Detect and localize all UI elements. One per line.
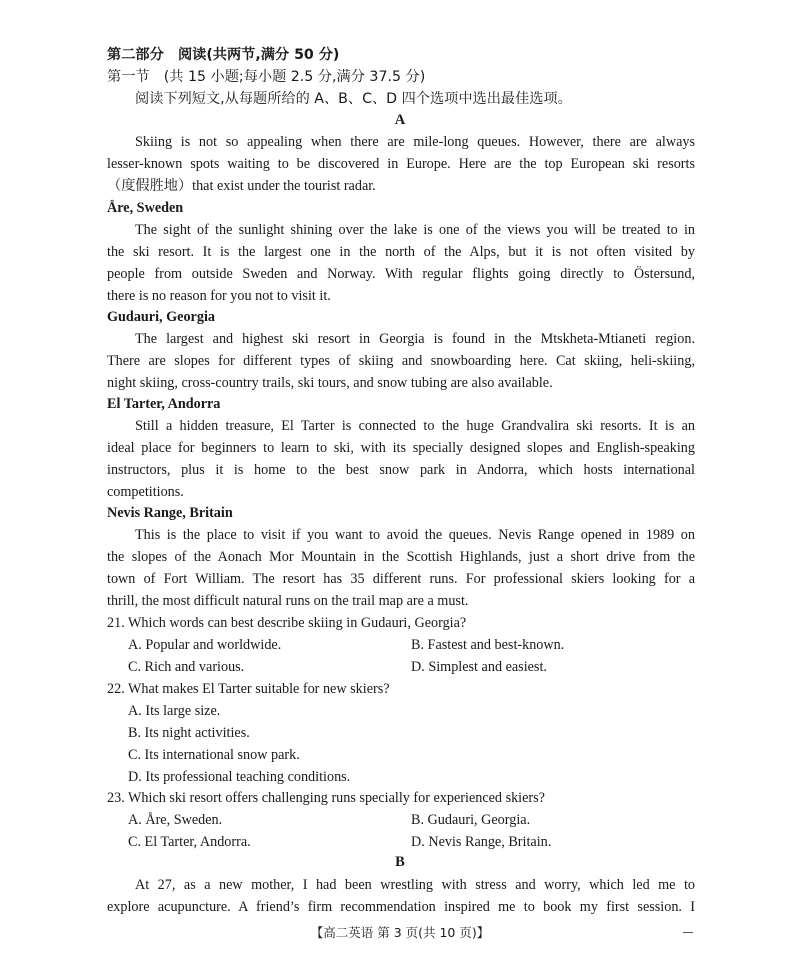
nevis-line-4: thrill, the most difficult natural runs on the trail map are a must.	[107, 593, 469, 609]
resort-heading-nevis: Nevis Range, Britain	[107, 505, 233, 521]
el-tarter-line-1: Still a hidden treasure, El Tarter is connected to the huge Grandvalira ski resorts. It is an	[135, 418, 695, 434]
q22-option-b: B. Its night activities.	[128, 725, 250, 741]
q22-option-a: A. Its large size.	[128, 703, 221, 719]
are-line-4: there is no reason for you not to visit it.	[107, 288, 331, 304]
page-footer: 【高二英语 第 3 页(共 10 页)】	[310, 925, 490, 940]
el-tarter-line-3: instructors, plus it is home to the best snow park in Andorra, which hosts international	[107, 462, 695, 478]
section-heading: 第一节 (共 15 小题;每小题 2.5 分,满分 37.5 分)	[107, 69, 426, 85]
are-line-3: people from outside Sweden and Norway. With regular flights going directly to Östersund,	[107, 266, 695, 282]
question-22-stem: 22. What makes El Tarter suitable for new skiers?	[107, 681, 390, 697]
q23-option-b: B. Gudauri, Georgia.	[411, 812, 531, 828]
intro-line-3: （度假胜地）that exist under the tourist radar.	[107, 178, 376, 194]
nevis-line-2: the slopes of the Aonach Mor Mountain in the Scottish Highlands, just a short drive from the	[107, 549, 695, 565]
corner-mark	[683, 932, 693, 933]
part-heading: 第二部分 阅读(共两节,满分 50 分)	[107, 47, 340, 63]
resort-heading-are: Åre, Sweden	[107, 200, 184, 216]
nevis-line-1: This is the place to visit if you want to avoid the queues. Nevis Range opened in 1989 on	[135, 527, 695, 543]
gudauri-line-2: There are slopes for different types of skiing and snowboarding here. Cat skiing, heli-skiing,	[107, 353, 695, 369]
question-23-stem: 23. Which ski resort offers challenging runs specially for experienced skiers?	[107, 790, 545, 806]
q23-option-d: D. Nevis Range, Britain.	[411, 834, 552, 850]
q21-option-a: A. Popular and worldwide.	[128, 637, 282, 653]
intro-line-1: Skiing is not so appealing when there are mile-long queues. However, there are always	[135, 134, 695, 150]
passage-a-letter: A	[394, 112, 406, 128]
q22-option-c: C. Its international snow park.	[128, 747, 300, 763]
q21-option-b: B. Fastest and best-known.	[411, 637, 565, 653]
resort-heading-gudauri: Gudauri, Georgia	[107, 309, 215, 325]
passage-b-letter: B	[395, 854, 405, 870]
q21-option-c: C. Rich and various.	[128, 659, 245, 675]
are-line-1: The sight of the sunlight shining over the lake is one of the views you will be treated to in	[135, 222, 695, 238]
nevis-line-3: town of Fort William. The resort has 35 different runs. For professional skiers looking for a	[107, 571, 695, 587]
gudauri-line-3: night skiing, cross-country trails, ski tours, and snow tubing are also available.	[107, 375, 553, 391]
q22-option-d: D. Its professional teaching conditions.	[128, 769, 351, 785]
q23-option-c: C. El Tarter, Andorra.	[128, 834, 251, 850]
q23-option-a: A. Åre, Sweden.	[128, 812, 223, 828]
q21-option-d: D. Simplest and easiest.	[411, 659, 547, 675]
intro-line-2: lesser-known spots waiting to be discovered in Europe. Here are the top European ski resorts	[107, 156, 695, 172]
el-tarter-line-2: ideal place for beginners to learn to ski, with its specially designed slopes and English-speaking	[107, 440, 695, 456]
question-21-stem: 21. Which words can best describe skiing in Gudauri, Georgia?	[107, 615, 467, 631]
passage-b-line-1: At 27, as a new mother, I had been wrestling with stress and worry, which led me to	[135, 877, 695, 893]
instruction-text: 阅读下列短文,从每题所给的 A、B、C、D 四个选项中选出最佳选项。	[135, 91, 572, 107]
resort-heading-el-tarter: El Tarter, Andorra	[107, 396, 221, 412]
passage-b-line-2: explore acupuncture. A friend’s firm recommendation inspired me to book my first session. I	[107, 899, 695, 915]
are-line-2: the ski resort. It is the largest one in the north of the Alps, but it is not often visited by	[107, 244, 695, 260]
gudauri-line-1: The largest and highest ski resort in Georgia is found in the Mtskheta-Mtianeti region.	[135, 331, 695, 347]
el-tarter-line-4: competitions.	[107, 484, 184, 500]
